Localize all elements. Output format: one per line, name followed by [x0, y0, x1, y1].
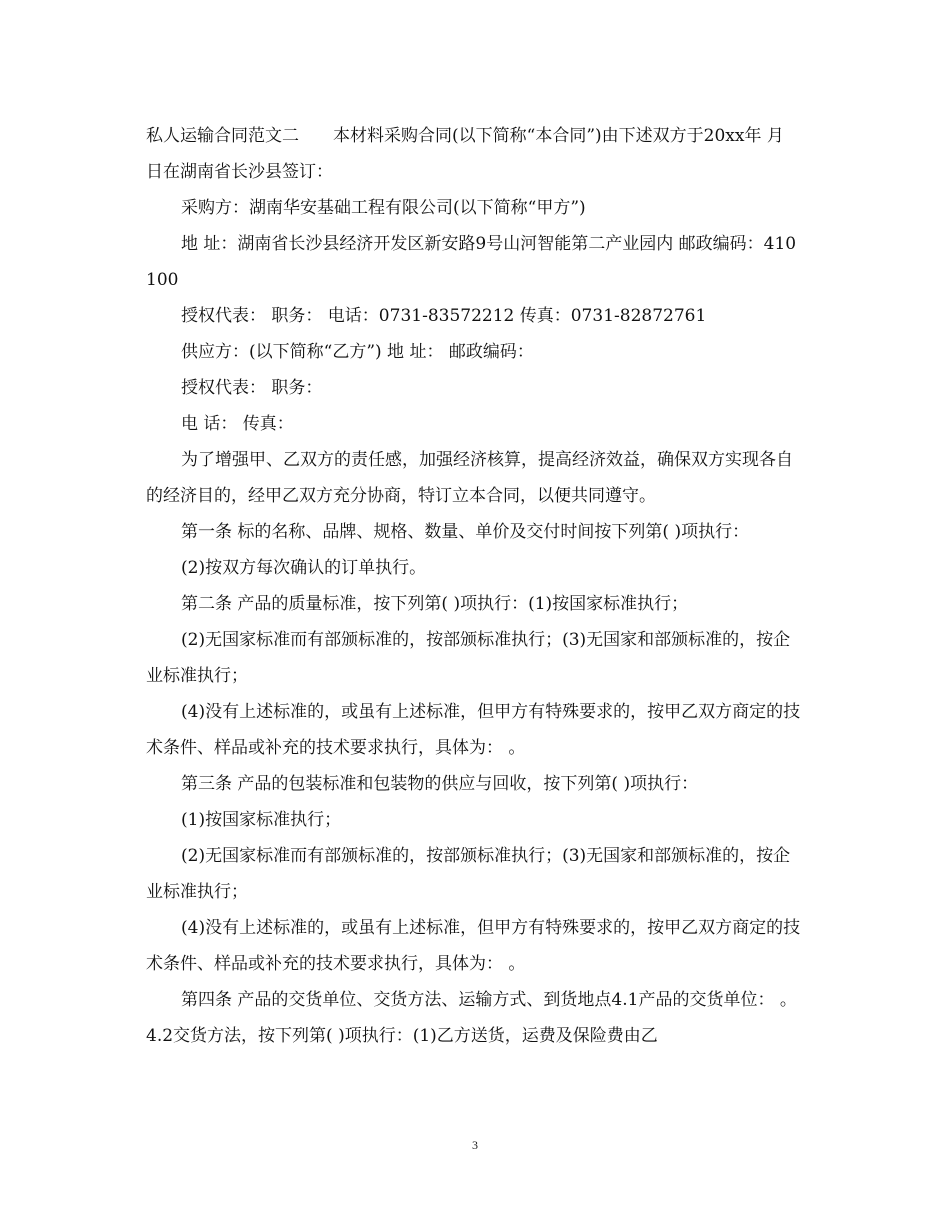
paragraph-article-1: 第一条 标的名称、品牌、规格、数量、单价及交付时间按下列第( )项执行：: [181, 522, 750, 542]
paragraph-purchaser-contact: 授权代表： 职务： 电话：0731-83572212 传真：0731-82872761: [181, 306, 707, 326]
paragraph-article-2-items: (2)无国家标准而有部颁标准的，按部颁标准执行；(3)无国家和部颁标准的，按企业标准执行；: [146, 630, 791, 686]
paragraph-intro: 私人运输合同范文二 本材料采购合同(以下简称“本合同”)由下述双方于20xx年 月 日在湖南省长沙县签订：: [146, 126, 790, 182]
paragraph-article-2: 第二条 产品的质量标准，按下列第( )项执行：(1)按国家标准执行；: [181, 594, 689, 614]
paragraph-article-3-item-4: (4)没有上述标准的，或虽有上述标准，但甲方有特殊要求的，按甲乙双方商定的技术条件、样品或补充的技术要求执行，具体为： 。: [146, 918, 801, 974]
document-body: [146, 118, 806, 1054]
paragraph-supplier-phone: 电 话： 传真：: [181, 414, 294, 434]
paragraph-supplier: 供应方：(以下简称“乙方”) 地 址： 邮政编码：: [181, 342, 534, 362]
paragraph-article-3-item-1: (1)按国家标准执行；: [181, 810, 342, 830]
paragraph-article-2-item-4: (4)没有上述标准的，或虽有上述标准，但甲方有特殊要求的，按甲乙双方商定的技术条件、样品或补充的技术要求执行，具体为： 。: [146, 702, 801, 758]
paragraph-article-1-item-2: (2)按双方每次确认的订单执行。: [181, 558, 427, 578]
paragraph-purpose: 为了增强甲、乙双方的责任感，加强经济核算，提高经济效益，确保双方实现各自的经济目的，经甲乙双方充分协商，特订立本合同，以便共同遵守。: [146, 450, 793, 506]
paragraph-purchaser: 采购方：湖南华安基础工程有限公司(以下简称“甲方”): [181, 198, 586, 218]
paragraph-article-4: 第四条 产品的交货单位、交货方法、运输方式、到货地点4.1产品的交货单位： 。4.2交货方法，按下列第( )项执行：(1)乙方送货，运费及保险费由乙: [146, 990, 797, 1046]
paragraph-supplier-representative: 授权代表： 职务：: [181, 378, 323, 398]
paragraph-article-3-items: (2)无国家标准而有部颁标准的，按部颁标准执行；(3)无国家和部颁标准的，按企业标准执行；: [146, 846, 791, 902]
page-number: 3: [472, 1138, 478, 1152]
paragraph-article-3: 第三条 产品的包装标准和包装物的供应与回收，按下列第( )项执行：: [181, 774, 699, 794]
paragraph-purchaser-address: 地 址：湖南省长沙县经济开发区新安路9号山河智能第二产业园内 邮政编码：410100: [146, 234, 797, 290]
